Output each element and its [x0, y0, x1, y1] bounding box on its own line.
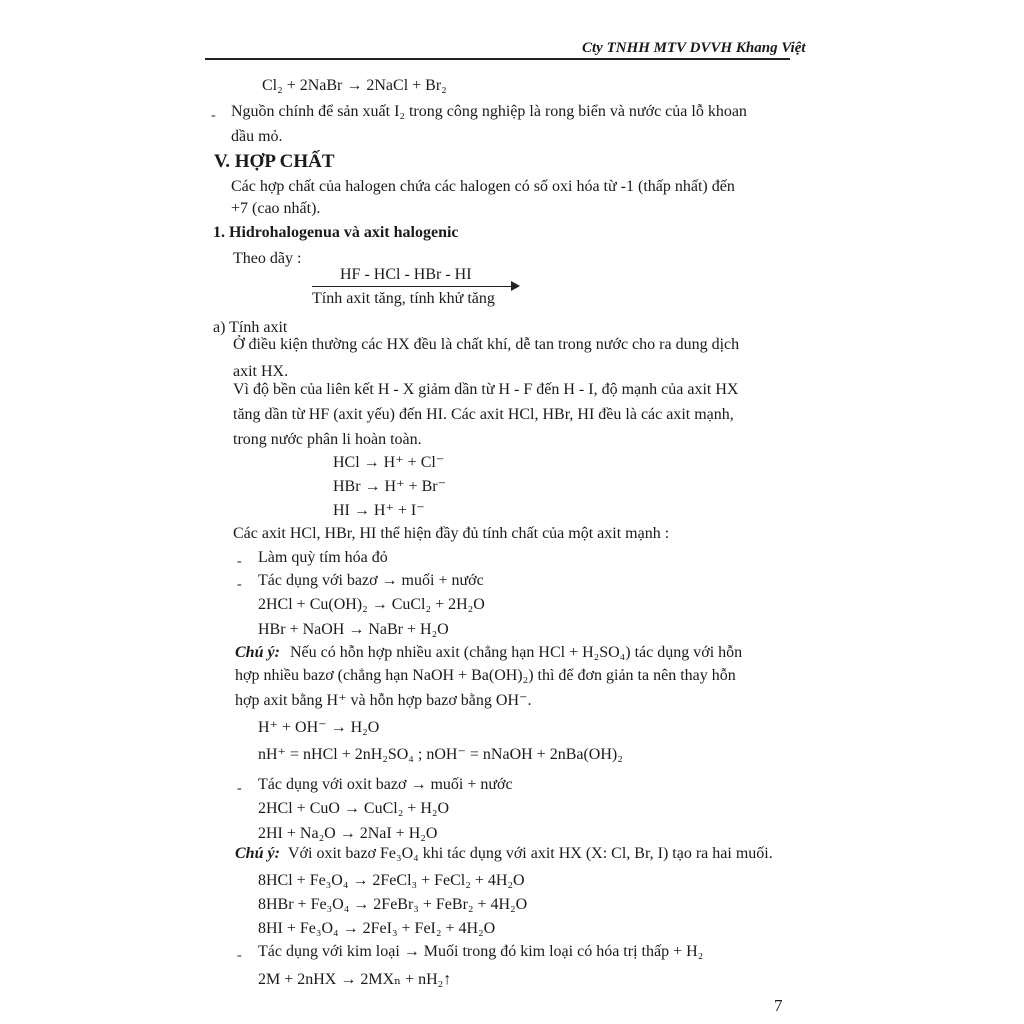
page-number: 7 [774, 996, 783, 1015]
paragraph-line: Ở điều kiện thường các HX đều là chất khí, dễ tan trong nước cho ra dung dịch [233, 336, 740, 353]
paragraph-line: Các hợp chất của halogen chứa các halogen có số oxi hóa từ -1 (thấp nhất) đến [231, 178, 735, 195]
subsection-heading: 1. Hidrohalogenua và axit halogenic [213, 224, 459, 241]
paragraph-line: Vì độ bền của liên kết H - X giảm dần từ H - F đến H - I, độ mạnh của axit HX [233, 381, 739, 398]
list-item: Tác dụng với bazơ → muối + nước [258, 572, 484, 589]
equation-line: HI → H⁺ + I⁻ [333, 502, 425, 519]
equation-line: 8HCl + Fe₃O₄ → 2FeCl₃ + FeCl₂ + 4H₂O [258, 872, 525, 889]
note-text: Với oxit bazơ Fe₃O₄ khi tác dụng với axit HX (X: Cl, Br, I) tạo ra hai muối. [288, 845, 773, 862]
paragraph-line: dầu mỏ. [231, 128, 283, 145]
paragraph-line: +7 (cao nhất). [231, 200, 321, 217]
running-header: Cty TNHH MTV DVVH Khang Việt [582, 40, 806, 56]
bullet-dash: - [237, 554, 242, 569]
bullet-dash: - [237, 781, 242, 796]
series-caption: Tính axit tăng, tính khử tăng [312, 290, 495, 307]
bullet-dash: - [237, 577, 242, 592]
equation-line: HCl → H⁺ + Cl⁻ [333, 454, 445, 471]
note-label: Chú ý: [235, 644, 280, 661]
note-text: hợp nhiều bazơ (chẳng hạn NaOH + Ba(OH)₂) thì để đơn giản ta nên thay hỗn [235, 667, 736, 684]
equation-line: 2HCl + Cu(OH)₂ → CuCl₂ + 2H₂O [258, 596, 485, 613]
arrow-head-icon [511, 281, 520, 291]
paragraph-line: axit HX. [233, 363, 289, 380]
list-item: Tác dụng với kim loại → Muối trong đó kim loại có hóa trị thấp + H₂ [258, 943, 704, 960]
equation-line: H⁺ + OH⁻ → H₂O [258, 719, 380, 736]
equation-line: HBr → H⁺ + Br⁻ [333, 478, 447, 495]
paragraph-line: trong nước phân li hoàn toàn. [233, 431, 422, 448]
section-heading: V. HỢP CHẤT [214, 151, 335, 172]
list-item: Tác dụng với oxit bazơ → muối + nước [258, 776, 513, 793]
header-rule [205, 58, 790, 60]
item-label: a) Tính axit [213, 319, 288, 336]
equation-line: 2M + 2nHX → 2MXₙ + nH₂↑ [258, 971, 452, 988]
bullet-dash: - [211, 108, 216, 123]
equation-line: 2HI + Na₂O → 2NaI + H₂O [258, 825, 438, 842]
note-text: hợp axit bằng H⁺ và hỗn hợp bazơ bằng OH⁻. [235, 692, 532, 709]
paragraph-line: Các axit HCl, HBr, HI thể hiện đầy đủ tính chất của một axit mạnh : [233, 525, 670, 542]
note-label: Chú ý: [235, 845, 280, 862]
note-text: Nếu có hỗn hợp nhiều axit (chẳng hạn HCl + H₂SO₄) tác dụng với hỗn [290, 644, 743, 661]
paragraph-line: Nguồn chính để sản xuất I₂ trong công nghiệp là rong biển và nước của lỗ khoan [231, 103, 747, 120]
series-arrow [312, 286, 517, 287]
list-item: Làm quỳ tím hóa đỏ [258, 549, 388, 566]
equation-line: 8HI + Fe₃O₄ → 2FeI₃ + FeI₂ + 4H₂O [258, 920, 496, 937]
equation-line: nH⁺ = nHCl + 2nH₂SO₄ ; nOH⁻ = nNaOH + 2nBa(OH)₂ [258, 746, 623, 763]
series-label: HF - HCl - HBr - HI [340, 266, 472, 283]
equation-line: HBr + NaOH → NaBr + H₂O [258, 621, 449, 638]
paragraph-line: tăng dần từ HF (axit yếu) đến HI. Các axit HCl, HBr, HI đều là các axit mạnh, [233, 406, 734, 423]
equation-line: 2HCl + CuO → CuCl₂ + H₂O [258, 800, 449, 817]
paragraph-line: Theo dãy : [233, 250, 302, 267]
equation-line: Cl₂ + 2NaBr → 2NaCl + Br₂ [262, 77, 447, 94]
equation-line: 8HBr + Fe₃O₄ → 2FeBr₃ + FeBr₂ + 4H₂O [258, 896, 528, 913]
bullet-dash: - [237, 948, 242, 963]
